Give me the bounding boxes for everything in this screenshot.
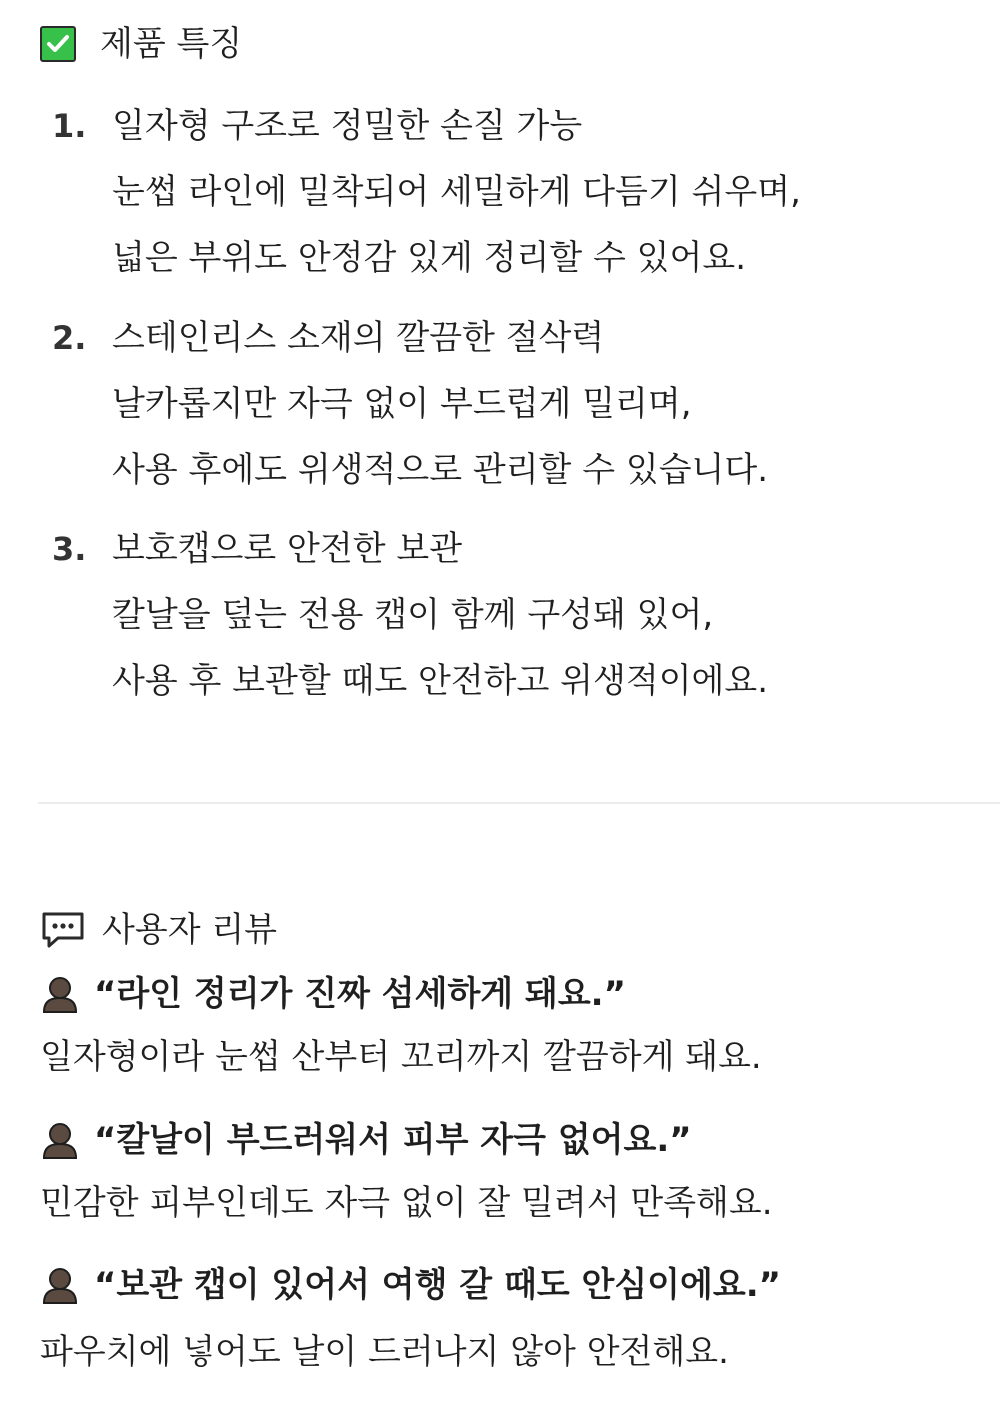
feature-desc-line: 사용 후에도 위생적으로 관리할 수 있습니다.: [112, 450, 769, 490]
review-body: 파우치에 넣어도 날이 드러나지 않아 안전해요.: [40, 1332, 729, 1372]
feature-desc-line: 칼날을 덮는 전용 캡이 함께 구성돼 있어,: [112, 595, 714, 635]
feature-desc-line: 눈썹 라인에 밀착되어 세밀하게 다듬기 쉬우며,: [112, 172, 801, 212]
feature-desc-line: 사용 후 보관할 때도 안전하고 위생적이에요.: [112, 661, 769, 701]
features-title-text: 제품 특징: [100, 24, 243, 64]
review-body: 일자형이라 눈썹 산부터 꼬리까지 깔끔하게 돼요.: [40, 1037, 762, 1077]
review-quote-text: “라인 정리가 진짜 섬세하게 돼요.”: [94, 974, 626, 1014]
review-quote: [40, 1263, 781, 1307]
review-quote: [40, 972, 626, 1016]
check-mark-icon: [40, 26, 76, 62]
feature-heading: 보호캡으로 안전한 보관: [112, 529, 463, 569]
review-quote: [40, 1118, 692, 1162]
feature-heading: 일자형 구조로 정밀한 손질 가능: [112, 106, 583, 146]
feature-number: 1.: [52, 107, 87, 145]
feature-number: 2.: [52, 319, 87, 357]
feature-number: 3.: [52, 530, 87, 568]
feature-desc-line: 날카롭지만 자극 없이 부드럽게 밀리며,: [112, 384, 692, 424]
features-title: [40, 24, 242, 64]
reviews-title: [40, 910, 277, 950]
person-silhouette-icon: [40, 1265, 80, 1305]
review-quote-text: “보관 캡이 있어서 여행 갈 때도 안심이에요.”: [94, 1265, 781, 1305]
feature-desc-line: 넓은 부위도 안정감 있게 정리할 수 있어요.: [112, 238, 746, 278]
feature-heading: 스테인리스 소재의 깔끔한 절삭력: [112, 318, 605, 358]
section-divider: [38, 802, 1000, 804]
speech-bubble-icon: [40, 910, 86, 950]
reviews-title-text: 사용자 리뷰: [102, 910, 278, 950]
review-quote-text: “칼날이 부드러워서 피부 자극 없어요.”: [94, 1120, 692, 1160]
person-silhouette-icon: [40, 974, 80, 1014]
review-body: 민감한 피부인데도 자극 없이 잘 밀려서 만족해요.: [40, 1183, 773, 1223]
person-silhouette-icon: [40, 1120, 80, 1160]
